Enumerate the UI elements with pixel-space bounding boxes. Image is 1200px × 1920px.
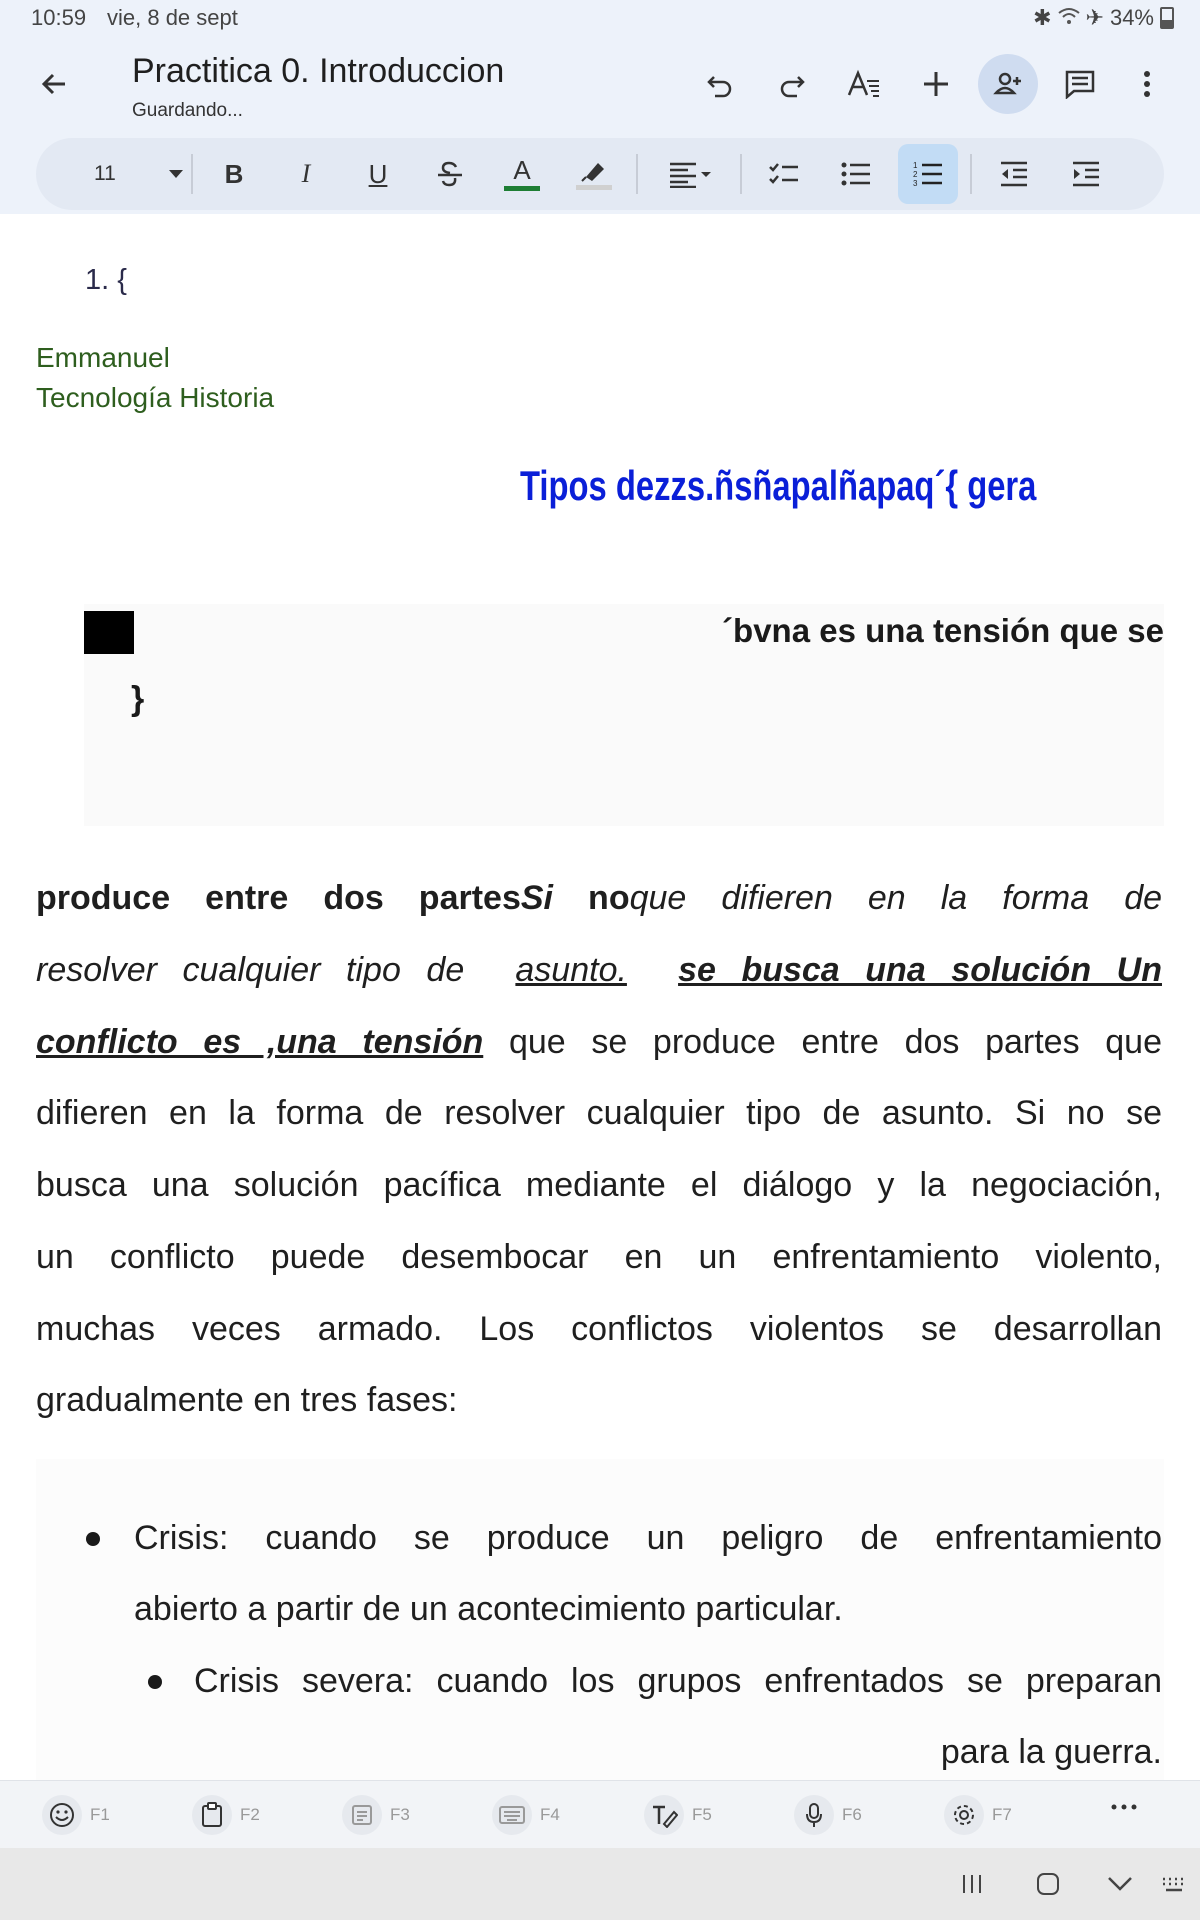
list-item: Crisis severa: cuando los grupos enfrentados se preparan (194, 1662, 1162, 1700)
text-box-line: ´bvna es una tensión que se (722, 612, 1164, 649)
status-bar (0, 0, 1200, 36)
fkey-label: F2 (240, 1805, 260, 1824)
paragraph-line: busca una solución pacífica mediante el diálogo y la negociación, (36, 1166, 1162, 1204)
decrease-indent-button[interactable] (984, 144, 1044, 204)
clipboard-key[interactable] (192, 1795, 260, 1835)
airplane-icon: ✈ (1085, 5, 1104, 30)
chevron-down-icon (168, 169, 184, 179)
bullet-icon (86, 1532, 100, 1546)
comment-icon (1064, 69, 1096, 99)
text-color-button[interactable] (492, 144, 552, 204)
numbered-list-button[interactable] (898, 144, 958, 204)
more-keys-button[interactable] (1110, 1803, 1138, 1811)
increase-indent-icon (1071, 160, 1101, 188)
hide-keyboard-button[interactable] (1100, 1866, 1140, 1902)
numbered-list-item: 1. { (85, 264, 127, 296)
numbered-list-icon (912, 160, 944, 188)
bold-run: no (588, 879, 630, 917)
toolbar-divider (191, 154, 193, 194)
list-item: Crisis: cuando se produce un peligro de enfrentamiento (134, 1519, 1162, 1557)
formatting-toolbar (36, 138, 1164, 210)
underline-icon: U (368, 158, 388, 189)
more-options-button[interactable] (1122, 54, 1172, 114)
italic-button[interactable] (276, 144, 336, 204)
back-button[interactable] (24, 54, 84, 114)
fkey-label: F7 (992, 1805, 1012, 1824)
gear-icon (944, 1795, 984, 1835)
italic-run: resolver cualquier tipo de (36, 951, 465, 989)
text-run: que se produce entre dos partes que (508, 1023, 1162, 1061)
author-line: Emmanuel (36, 342, 170, 373)
strikethrough-icon (435, 159, 465, 189)
document-heading: Tipos dezzs.ñsñapalñapaq´{ gera (520, 462, 1037, 509)
svg-text:1: 1 (913, 161, 918, 170)
undo-icon (705, 69, 735, 99)
save-status: Guardando... (132, 100, 243, 121)
font-size-value: 11 (94, 162, 116, 185)
checklist-button[interactable] (754, 144, 814, 204)
bold-italic-run: Si (520, 879, 553, 917)
keyboard-mode-icon (342, 1795, 382, 1835)
modes-key[interactable] (342, 1795, 410, 1835)
checklist-icon (768, 161, 800, 187)
bluetooth-icon: ✱ (1033, 5, 1052, 30)
font-size-selector[interactable] (84, 144, 194, 204)
bold-run: produce entre dos partes (36, 879, 521, 917)
fkey-label: F3 (390, 1805, 410, 1824)
paragraph-line: difieren en la forma de resolver cualquier tipo de asunto. Si no se (36, 1094, 1162, 1132)
closing-brace: } (131, 680, 145, 718)
text-color-icon: A (513, 155, 531, 185)
italic-icon: I (301, 159, 311, 188)
paragraph-line (36, 876, 1162, 920)
more-horizontal-icon (1110, 1803, 1138, 1811)
align-left-icon (668, 160, 712, 188)
italic-run: que difieren en la forma de (629, 879, 1163, 917)
fkey-label: F6 (842, 1805, 862, 1824)
svg-text:3: 3 (913, 179, 918, 188)
insert-button[interactable] (906, 54, 966, 114)
fkey-label: F4 (540, 1805, 560, 1824)
settings-key[interactable] (944, 1795, 1012, 1835)
battery-icon (1160, 7, 1174, 29)
share-button[interactable] (978, 54, 1038, 114)
keyboard-icon (492, 1795, 532, 1835)
list-item-continuation: para la guerra. (940, 1733, 1162, 1771)
highlight-color-swatch (576, 185, 612, 190)
keyboard-switch-button[interactable] (1158, 1870, 1190, 1900)
comments-button[interactable] (1050, 54, 1110, 114)
underline-button[interactable] (348, 144, 408, 204)
more-icon (1143, 69, 1151, 99)
highlighter-icon (580, 159, 608, 183)
paragraph-line (36, 1020, 1162, 1064)
toolbar-divider (740, 154, 742, 194)
bullet-icon (148, 1675, 162, 1689)
back-icon (39, 69, 69, 99)
increase-indent-button[interactable] (1056, 144, 1116, 204)
home-button[interactable] (1028, 1866, 1068, 1902)
highlight-color-button[interactable] (564, 144, 624, 204)
fkey-label: F5 (692, 1805, 712, 1824)
underlined-italic-run: asunto. (515, 951, 627, 989)
decrease-indent-icon (999, 160, 1029, 188)
keyboard-icon (1160, 1875, 1188, 1895)
clipboard-icon (192, 1795, 232, 1835)
paragraph-line: un conflicto puede desembocar en un enfrentamiento violento, (36, 1238, 1162, 1276)
battery-level: 34% (1109, 5, 1154, 30)
redo-button[interactable] (762, 54, 822, 114)
handwriting-key[interactable] (644, 1795, 712, 1835)
text-color-swatch (504, 186, 540, 191)
text-format-icon (847, 69, 881, 99)
paragraph-line: gradualmente en tres fases: (36, 1381, 458, 1419)
wifi-icon (1058, 5, 1080, 31)
subject-line: Tecnología Historia (36, 382, 275, 413)
keyboard-function-bar (0, 1780, 1200, 1849)
bold-underlined-run: se busca una solución Un (678, 951, 1162, 989)
paragraph-line: muchas veces armado. Los conflictos violentos se desarrollan (36, 1310, 1162, 1348)
paragraph-line (36, 948, 1162, 992)
system-nav-bar (0, 1848, 1200, 1920)
share-icon (993, 69, 1023, 99)
microphone-icon (794, 1795, 834, 1835)
recents-icon (960, 1873, 984, 1895)
fkey-label: F1 (90, 1805, 110, 1824)
bold-icon: B (224, 158, 244, 189)
bold-button[interactable] (204, 144, 264, 204)
emoji-icon (42, 1795, 82, 1835)
text-format-button[interactable] (834, 54, 894, 114)
list-item-continuation: abierto a partir de un acontecimiento particular. (134, 1590, 843, 1628)
align-button[interactable] (654, 144, 726, 204)
document-title[interactable]: Practitica 0. Introduccion (132, 52, 505, 90)
svg-text:2: 2 (913, 170, 918, 179)
status-icons (1033, 5, 1174, 31)
status-date: vie, 8 de sept (107, 5, 238, 30)
status-time: 10:59 (31, 5, 87, 30)
bulleted-list-icon (840, 161, 872, 187)
strikethrough-button[interactable] (420, 144, 480, 204)
undo-button[interactable] (690, 54, 750, 114)
add-icon (921, 69, 951, 99)
home-icon (1036, 1872, 1060, 1896)
black-square (84, 611, 134, 654)
keyboard-key[interactable] (492, 1795, 560, 1835)
voice-input-key[interactable] (794, 1795, 862, 1835)
recents-button[interactable] (952, 1866, 992, 1902)
document-canvas[interactable] (0, 214, 1200, 1780)
bold-underlined-run: conflicto es ,una tensión (36, 1023, 484, 1061)
chevron-down-icon (1107, 1876, 1133, 1892)
emoji-key[interactable] (42, 1795, 110, 1835)
handwriting-icon (644, 1795, 684, 1835)
toolbar-divider (636, 154, 638, 194)
bulleted-list-button[interactable] (826, 144, 886, 204)
redo-icon (777, 69, 807, 99)
toolbar-divider (970, 154, 972, 194)
